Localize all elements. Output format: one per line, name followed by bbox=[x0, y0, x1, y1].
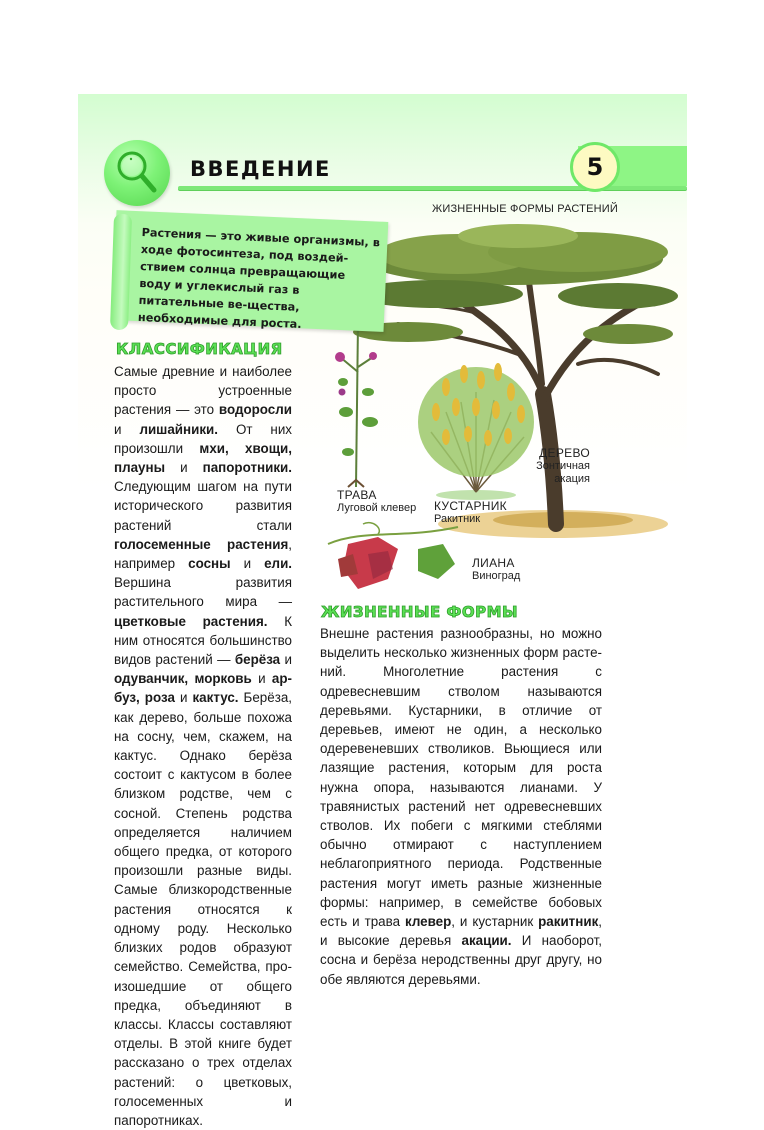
text-run: , например bbox=[114, 536, 292, 572]
book-page bbox=[78, 94, 687, 1128]
magnifier-icon bbox=[114, 148, 162, 198]
text-run: Берёза, как дерево, больше похожа на сосну, чем, скажем, на кактус. Однако берёза состоит с кактусом в более близком родстве, чем с сосной. Степень родства определяется наличием общего предка, от которого произошли разные виды. Самые близкородственные растения относятся к одному роду. Несколько близких родов образуют семейство. Семейства, произошедшие от общего предка, объединяют в классы. Классы составляют отделы. В этой книге будет рассказано о трех отделах растений: о цветковых, голосеменных и папоротниках. bbox=[114, 690, 292, 1128]
label-tree-kind: ДЕРЕВО bbox=[539, 446, 590, 460]
label-shrub-kind: КУСТАРНИК bbox=[434, 499, 507, 513]
definition-text: Растения — это живые организмы, в ходе фотосинтеза, под воздей-ствием солнца превращающие воду и углекислый газ в питательные ве-щества, необходимые для роста. bbox=[137, 225, 381, 332]
text-run: Самые древние и наиболее просто устроенные растения — это bbox=[114, 364, 292, 418]
text-run: , и высокие деревья bbox=[320, 914, 602, 949]
bold-term: арбуз, роза bbox=[114, 671, 293, 706]
text-run: К ним относятся большинство видов растений — bbox=[114, 613, 292, 668]
text-run: и bbox=[251, 671, 272, 687]
bold-term: мхи, хвощи, плауны bbox=[114, 440, 292, 476]
text-run: и bbox=[174, 690, 193, 706]
header-rule bbox=[178, 186, 687, 190]
heading-classification: КЛАССИФИКАЦИЯ bbox=[116, 340, 283, 358]
label-liana-kind: ЛИАНА bbox=[472, 556, 515, 570]
bold-term: папоротники. bbox=[202, 460, 292, 476]
grapevine-illustration bbox=[323, 519, 463, 599]
bold-term: акации. bbox=[461, 933, 512, 949]
tree-canopy bbox=[353, 224, 678, 344]
label-liana bbox=[472, 557, 520, 583]
chapter-icon-badge bbox=[104, 140, 170, 206]
text-run: Следующим шагом на пути исторического развития растений стали bbox=[114, 479, 292, 533]
page-number: 5 bbox=[570, 142, 620, 192]
bold-term: сосны bbox=[188, 556, 231, 572]
label-shrub bbox=[434, 500, 507, 526]
label-tree bbox=[498, 447, 590, 486]
text-run: Вершина развития растительного мира — bbox=[114, 575, 292, 610]
label-grass bbox=[337, 489, 416, 515]
bold-term: одуванчик, морковь bbox=[114, 671, 252, 687]
bold-term: кактус. bbox=[192, 690, 239, 706]
text-run: И наоборот, сосна и берёза неродственны друг другу, но обе являются деревьями. bbox=[320, 933, 602, 987]
text-run: , и кустарник bbox=[451, 914, 539, 930]
life-forms-body bbox=[320, 624, 602, 989]
label-tree-name-1: Зонтичная bbox=[536, 460, 590, 472]
text-run: Внешне растения разнообразны, но можно выделить несколько жизненных форм растений. Многолетние растения с одревесневшим стволом называются деревьями. Кустарники, в отличие от деревьев, имеют не один, а несколько одеревеневших стволиков. Вьющиеся или лазящие растения, которым для роста нужна опора, называются лианами. У травянистых растений нет одревесневших стволов. Их побеги с мягкими стеблями обычно отмирают с наступлением неблагоприятного периода. Родственные растения могут иметь разные жизненные формы: например, в семействе бобовых есть и трава bbox=[320, 626, 602, 930]
classification-body bbox=[114, 362, 292, 1130]
label-grass-name: Луговой клевер bbox=[337, 502, 417, 514]
bold-term: лишайники. bbox=[139, 421, 218, 437]
label-liana-name: Виноград bbox=[472, 570, 521, 582]
text-run: и bbox=[165, 460, 203, 476]
text-run: и bbox=[114, 421, 140, 437]
label-grass-kind: ТРАВА bbox=[337, 488, 377, 502]
bold-term: клевер bbox=[404, 914, 452, 930]
label-shrub-name: Ракитник bbox=[434, 513, 481, 525]
bold-term: голосеменные растения bbox=[114, 536, 289, 552]
bold-term: берёза bbox=[234, 652, 281, 668]
bold-term: водоросли bbox=[218, 402, 292, 418]
text-run: и bbox=[230, 556, 265, 572]
bold-term: ели. bbox=[264, 556, 293, 572]
figure-caption: ЖИЗНЕННЫЕ ФОРМЫ РАСТЕНИЙ bbox=[432, 203, 618, 215]
text-run: От них произошли bbox=[114, 421, 293, 456]
bold-term: цветковые растения. bbox=[114, 613, 268, 629]
text-run: и bbox=[280, 652, 292, 668]
heading-life-forms: ЖИЗНЕННЫЕ ФОРМЫ bbox=[321, 603, 519, 621]
bold-term: ракитник bbox=[538, 914, 599, 930]
label-tree-name-2: акация bbox=[554, 473, 590, 485]
clover-illustration bbox=[328, 312, 388, 492]
chapter-title: ВВЕДЕНИЕ bbox=[190, 157, 331, 181]
